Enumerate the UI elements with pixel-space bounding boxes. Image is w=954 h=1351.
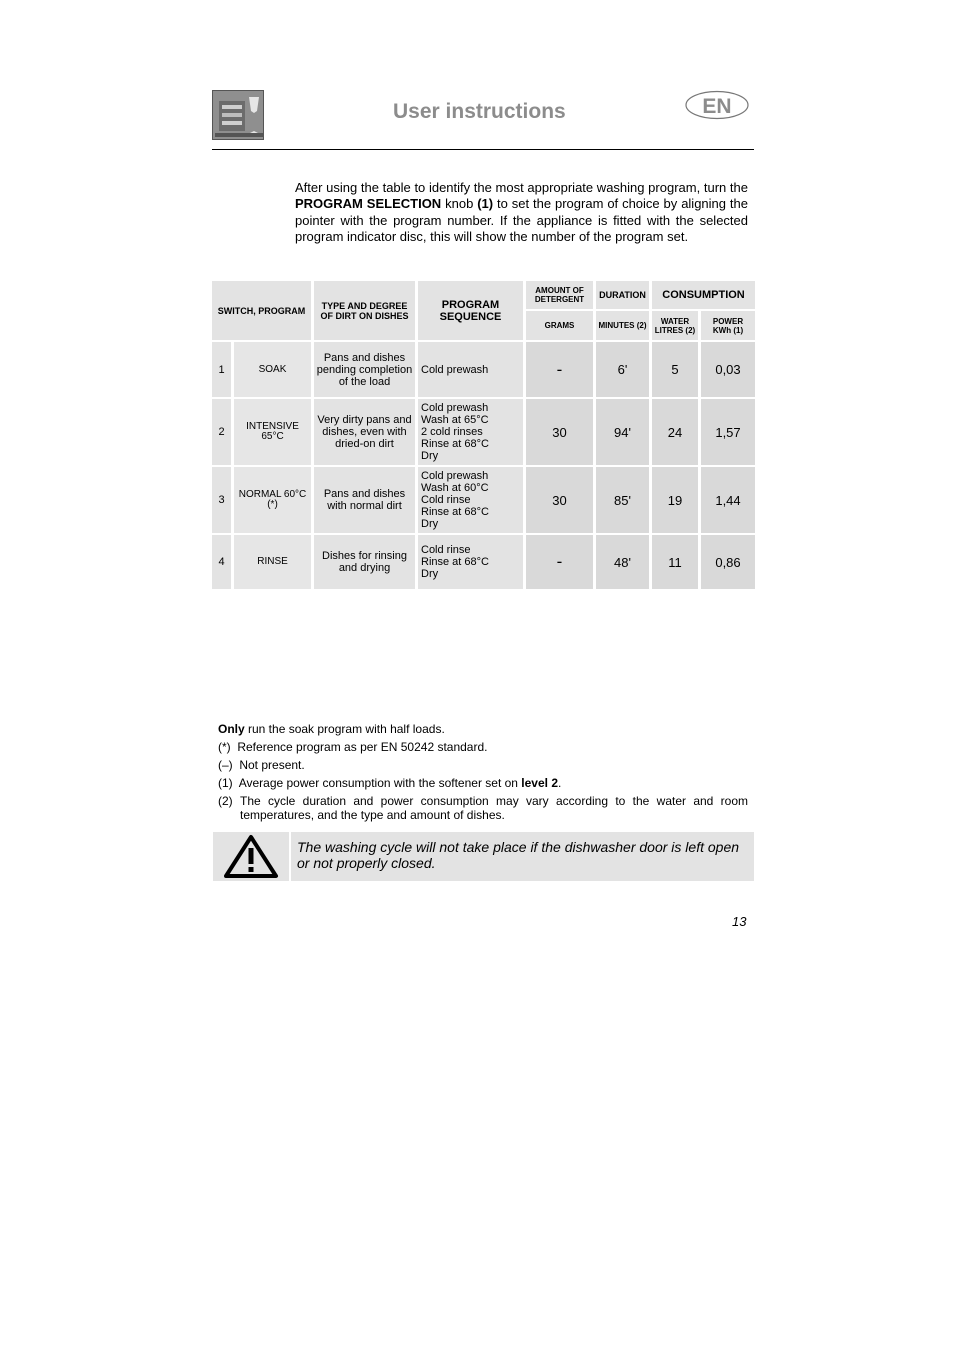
row-number: 2 <box>212 399 231 465</box>
table-row <box>212 399 755 465</box>
row-minutes: 94' <box>596 399 649 465</box>
row-switch: NORMAL 60°C (*) <box>234 467 311 533</box>
row-grams: 30 <box>526 467 593 533</box>
dishwasher-logo-icon <box>212 90 264 140</box>
table-row <box>212 535 755 589</box>
table-row <box>212 342 755 397</box>
row-water: 24 <box>652 399 698 465</box>
footnotes <box>218 722 748 826</box>
row-dirt: Very dirty pans and dishes, even with dried-on dirt <box>314 399 415 465</box>
header-grams: GRAMS <box>526 311 593 340</box>
row-power: 1,57 <box>701 399 755 465</box>
row-water: 19 <box>652 467 698 533</box>
row-dirt: Pans and dishes with normal dirt <box>314 467 415 533</box>
page-number: 13 <box>732 914 747 929</box>
row-number: 4 <box>212 535 231 589</box>
row-power: 0,03 <box>701 342 755 397</box>
header-divider <box>212 149 754 150</box>
note-not-present: (–) Not present. <box>218 758 305 772</box>
row-sequence: Cold prewash Wash at 60°C Cold rinse Rinse at 68°C Dry <box>418 467 523 533</box>
header-duration: DURATION <box>596 281 649 309</box>
row-power: 1,44 <box>701 467 755 533</box>
row-dirt: Pans and dishes pending completion of the load <box>314 342 415 397</box>
note-power: (1) Average power consumption with the softener set on level 2. <box>218 776 562 790</box>
language-badge <box>685 90 749 120</box>
row-minutes: 85' <box>596 467 649 533</box>
note-reference: (*) Reference program as per EN 50242 standard. <box>218 740 488 754</box>
note-soak: Only run the soak program with half loads. <box>218 722 445 736</box>
language-badge-label: EN <box>702 95 732 118</box>
note-duration: (2) The cycle duration and power consumption may vary according to the water and room temperatures, and the type and amount of dishes. <box>218 794 748 822</box>
header-program-sequence: PROGRAM SEQUENCE <box>418 281 523 340</box>
row-dirt: Dishes for rinsing and drying <box>314 535 415 589</box>
header-water: WATER LITRES (2) <box>652 311 698 340</box>
program-table <box>209 279 758 591</box>
header-minutes: MINUTES (2) <box>596 311 649 340</box>
row-switch: RINSE <box>234 535 311 589</box>
row-water: 5 <box>652 342 698 397</box>
row-sequence: Cold rinse Rinse at 68°C Dry <box>418 535 523 589</box>
row-grams: - <box>526 535 593 589</box>
table-row <box>212 467 755 533</box>
header-detergent: AMOUNT OF DETERGENT <box>526 281 593 309</box>
row-power: 0,86 <box>701 535 755 589</box>
row-sequence: Cold prewash <box>418 342 523 397</box>
header-power: POWER KWh (1) <box>701 311 755 340</box>
warning-message: The washing cycle will not take place if the dishwasher door is left open or not properly closed. <box>291 832 754 881</box>
row-number: 1 <box>212 342 231 397</box>
page-title: User instructions <box>393 100 566 123</box>
row-sequence: Cold prewash Wash at 65°C 2 cold rinses Rinse at 68°C Dry <box>418 399 523 465</box>
row-grams: - <box>526 342 593 397</box>
warning-triangle-icon <box>213 832 289 881</box>
row-grams: 30 <box>526 399 593 465</box>
row-switch: SOAK <box>234 342 311 397</box>
row-minutes: 6' <box>596 342 649 397</box>
intro-paragraph: After using the table to identify the most appropriate washing program, turn the PROGRAM SELECTION knob (1) to set the program of choice by aligning the pointer with the program number. If the appliance is fitted with the selected program indicator disc, this will show the number of the program set. <box>295 180 748 244</box>
header-dirt-type: TYPE AND DEGREE OF DIRT ON DISHES <box>314 281 415 340</box>
header-switch-program: SWITCH, PROGRAM <box>212 281 311 340</box>
row-water: 11 <box>652 535 698 589</box>
row-minutes: 48' <box>596 535 649 589</box>
row-number: 3 <box>212 467 231 533</box>
row-switch: INTENSIVE 65°C <box>234 399 311 465</box>
header-consumption: CONSUMPTION <box>652 281 755 309</box>
